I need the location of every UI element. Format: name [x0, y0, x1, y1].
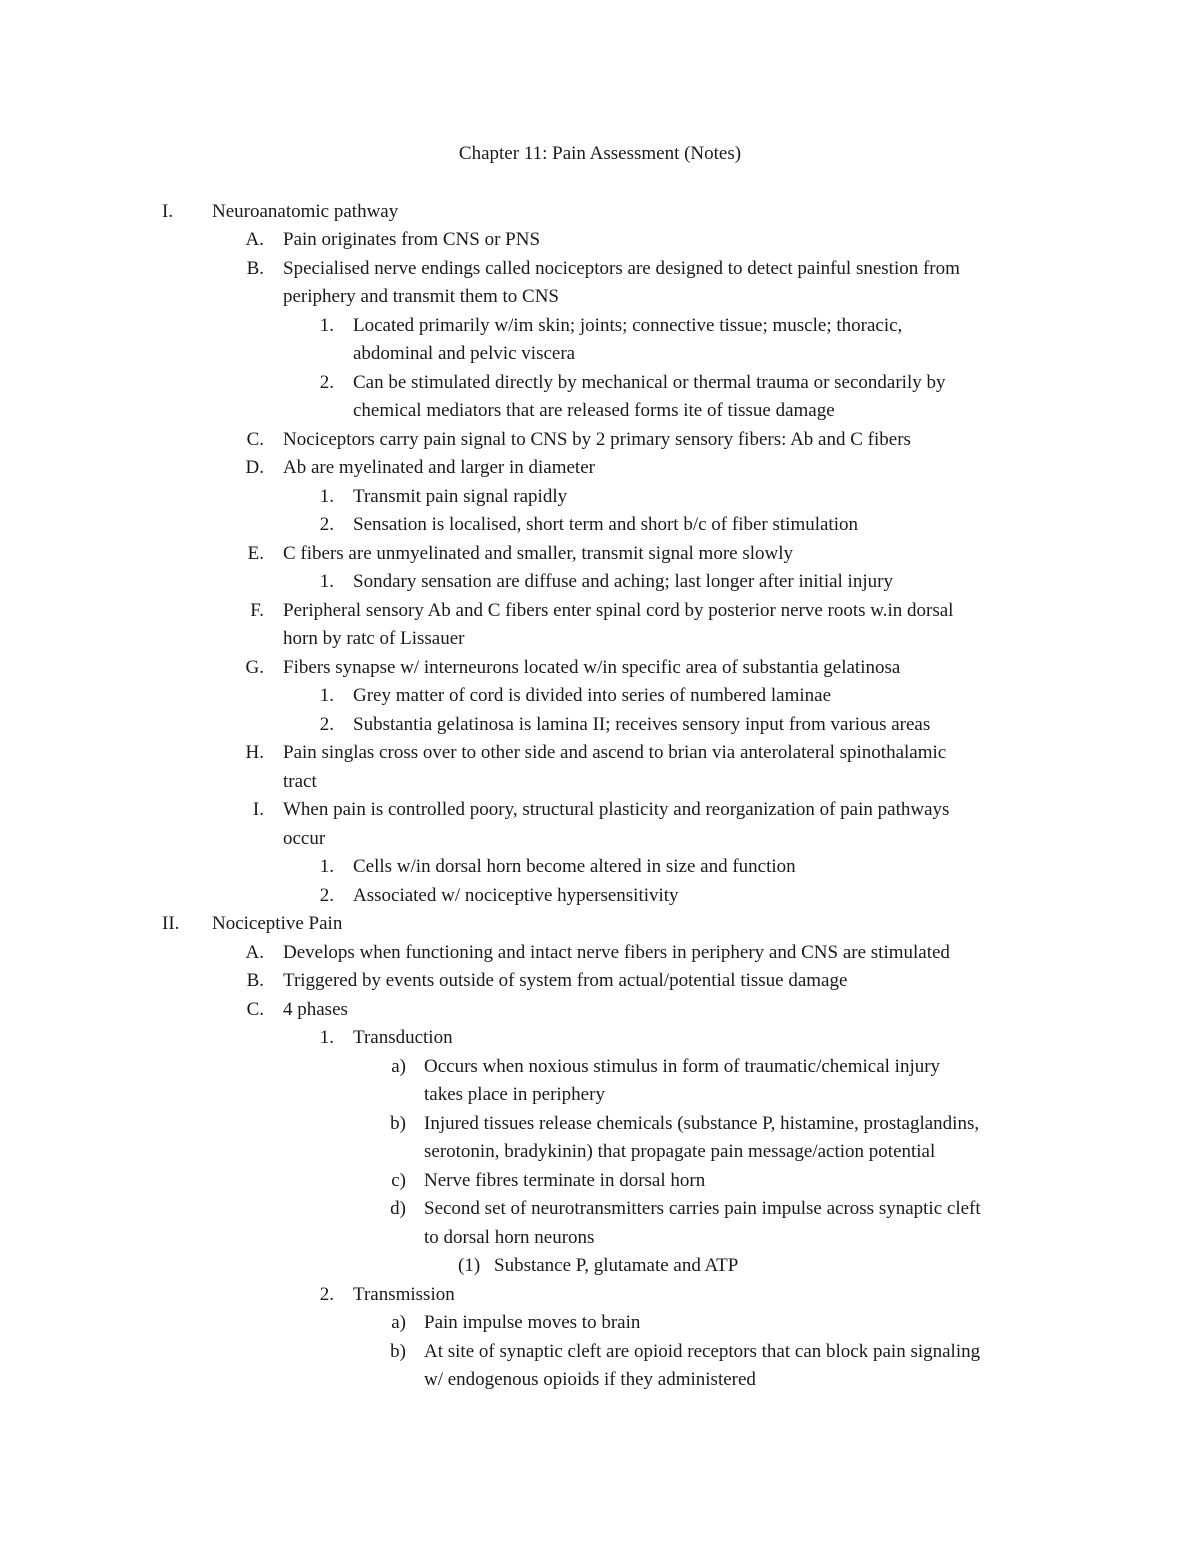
outline-text-line: Associated w/ nociceptive hypersensitivity	[353, 884, 679, 906]
outline-text-line: tract	[283, 770, 317, 792]
outline-text	[283, 597, 953, 654]
outline-text-line: Nociceptors carry pain signal to CNS by 2 primary sensory fibers: Ab and C fibers	[283, 428, 911, 450]
outline-text-line: Cells w/in dorsal horn become altered in size and function	[353, 856, 796, 877]
outline-marker: C.	[246, 998, 264, 1020]
outline-marker: G.	[245, 656, 264, 678]
outline-text	[424, 1195, 981, 1252]
outline-text-line: Neuroanatomic pathway	[212, 200, 399, 222]
outline-marker: I.	[252, 799, 264, 820]
outline-marker: B.	[246, 257, 264, 279]
outline-text-line: horn by ratc of Lissauer	[283, 628, 465, 649]
outline-text-line: periphery and transmit them to CNS	[283, 286, 559, 307]
outline-text	[283, 654, 900, 683]
outline-text-line: Second set of neurotransmitters carries pain impulse across synaptic cleft	[424, 1198, 981, 1219]
outline-marker: b)	[390, 1112, 406, 1134]
outline-text	[283, 939, 950, 968]
outline-text-line: occur	[283, 827, 326, 849]
outline-text-line: 4 phases	[283, 998, 348, 1020]
outline-text-line: Pain impulse moves to brain	[424, 1312, 641, 1333]
outline-text-line: Sensation is localised, short term and short b/c of fiber stimulation	[353, 514, 858, 535]
outline-text	[283, 739, 946, 796]
outline-marker: 2.	[319, 371, 334, 393]
outline-text	[353, 1281, 455, 1310]
outline-text	[283, 796, 949, 853]
outline-text	[212, 198, 398, 227]
outline-text	[353, 882, 679, 911]
outline-text-line: Injured tissues release chemicals (substance P, histamine, prostaglandins,	[424, 1112, 980, 1134]
outline-text-line: to dorsal horn neurons	[424, 1226, 595, 1248]
outline-text	[353, 711, 930, 740]
outline-text-line: takes place in periphery	[424, 1084, 605, 1105]
outline-marker: a)	[391, 1055, 406, 1077]
outline-text-line: Pain singlas cross over to other side and ascend to brian via anterolateral spinothalamic	[283, 742, 947, 763]
outline-marker: A.	[245, 941, 264, 963]
outline-marker: F.	[250, 599, 264, 621]
outline-marker: c)	[391, 1169, 406, 1191]
outline-text	[424, 1338, 980, 1395]
outline-text	[424, 1309, 640, 1338]
outline-marker: C.	[246, 428, 264, 450]
outline-text	[353, 312, 902, 369]
outline-marker: 2.	[319, 514, 334, 535]
outline-marker: 1.	[319, 1027, 334, 1048]
outline-marker: b)	[390, 1340, 406, 1362]
outline-text-line: Specialised nerve endings called nociceptors are designed to detect painful snestion from	[283, 257, 960, 279]
outline-text-line: Sondary sensation are diffuse and aching; last longer after initial injury	[353, 571, 893, 592]
outline-text-line: When pain is controlled poory, structural plasticity and reorganization of pain pathways	[283, 799, 950, 820]
outline-text-line: Substantia gelatinosa is lamina II; receives sensory input from various areas	[353, 713, 931, 735]
outline-marker: II.	[162, 913, 180, 934]
outline-text-line: At site of synaptic cleft are opioid receptors that can block pain signaling	[424, 1340, 981, 1362]
outline-marker: a)	[391, 1312, 406, 1333]
outline-text	[353, 511, 858, 540]
outline-text	[353, 369, 946, 426]
outline-text-line: Nerve fibres terminate in dorsal horn	[424, 1169, 706, 1191]
outline-text	[353, 682, 831, 711]
outline-text	[283, 540, 793, 569]
outline-marker: A.	[245, 229, 264, 250]
outline-text	[353, 1024, 453, 1053]
outline-marker: B.	[246, 970, 264, 991]
outline-text	[283, 967, 847, 996]
outline-marker: 2.	[319, 884, 334, 906]
outline-marker: 2.	[319, 1283, 334, 1305]
outline-text-line: abdominal and pelvic viscera	[353, 343, 576, 364]
outline-text-line: Ab are myelinated and larger in diameter	[283, 457, 595, 478]
outline-text	[353, 568, 893, 597]
outline-text	[494, 1252, 738, 1281]
outline-text-line: Transduction	[353, 1027, 453, 1048]
outline-marker: H.	[245, 742, 264, 763]
outline-marker: E.	[247, 542, 264, 564]
outline-marker: 1.	[319, 685, 334, 706]
outline-text	[424, 1053, 940, 1110]
outline-text-line: chemical mediators that are released forms ite of tissue damage	[353, 400, 835, 421]
outline-marker: I.	[162, 200, 174, 222]
outline-marker: 1.	[319, 856, 334, 877]
outline-text	[283, 226, 540, 255]
outline-text	[283, 426, 911, 455]
outline-marker: 1.	[319, 314, 334, 336]
outline-text-line: Fibers synapse w/ interneurons located w/in specific area of substantia gelatinosa	[283, 656, 901, 678]
outline-text-line: Located primarily w/im skin; joints; connective tissue; muscle; thoracic,	[353, 314, 903, 336]
outline-text	[424, 1110, 979, 1167]
outline-text-line: Nociceptive Pain	[212, 913, 343, 934]
outline-text-line: Can be stimulated directly by mechanical or thermal trauma or secondarily by	[353, 371, 946, 393]
outline-text-line: C fibers are unmyelinated and smaller, transmit signal more slowly	[283, 542, 794, 564]
outline-marker: d)	[390, 1198, 406, 1219]
outline-text	[283, 454, 595, 483]
outline-text	[212, 910, 342, 939]
outline-text	[424, 1167, 705, 1196]
outline-text-line: Pain originates from CNS or PNS	[283, 229, 541, 250]
outline-text-line: serotonin, bradykinin) that propagate pain message/action potential	[424, 1141, 936, 1162]
outline-text	[353, 853, 796, 882]
outline-text-line: Grey matter of cord is divided into series of numbered laminae	[353, 685, 832, 706]
outline-text-line: Triggered by events outside of system from actual/potential tissue damage	[283, 970, 848, 991]
outline-text-line: w/ endogenous opioids if they administered	[424, 1369, 756, 1390]
outline-text-line: Develops when functioning and intact nerve fibers in periphery and CNS are stimulated	[283, 941, 950, 963]
outline-marker: 1.	[319, 485, 334, 507]
outline-text	[283, 996, 348, 1025]
outline-text	[353, 483, 567, 512]
document-title: Chapter 11: Pain Assessment (Notes)	[458, 143, 742, 164]
outline-text-line: Substance P, glutamate and ATP	[494, 1255, 739, 1276]
outline-text-line: Occurs when noxious stimulus in form of traumatic/chemical injury	[424, 1055, 941, 1077]
outline-marker: 1.	[319, 571, 334, 592]
outline-text-line: Peripheral sensory Ab and C fibers enter spinal cord by posterior nerve roots w.in dorsal	[283, 599, 954, 621]
outline-text-line: Transmission	[353, 1283, 455, 1305]
outline-text	[283, 255, 960, 312]
outline-marker: D.	[245, 457, 264, 478]
outline-marker: 2.	[319, 713, 334, 735]
outline-text-line: Transmit pain signal rapidly	[353, 485, 568, 507]
outline-marker: (1)	[458, 1255, 481, 1276]
